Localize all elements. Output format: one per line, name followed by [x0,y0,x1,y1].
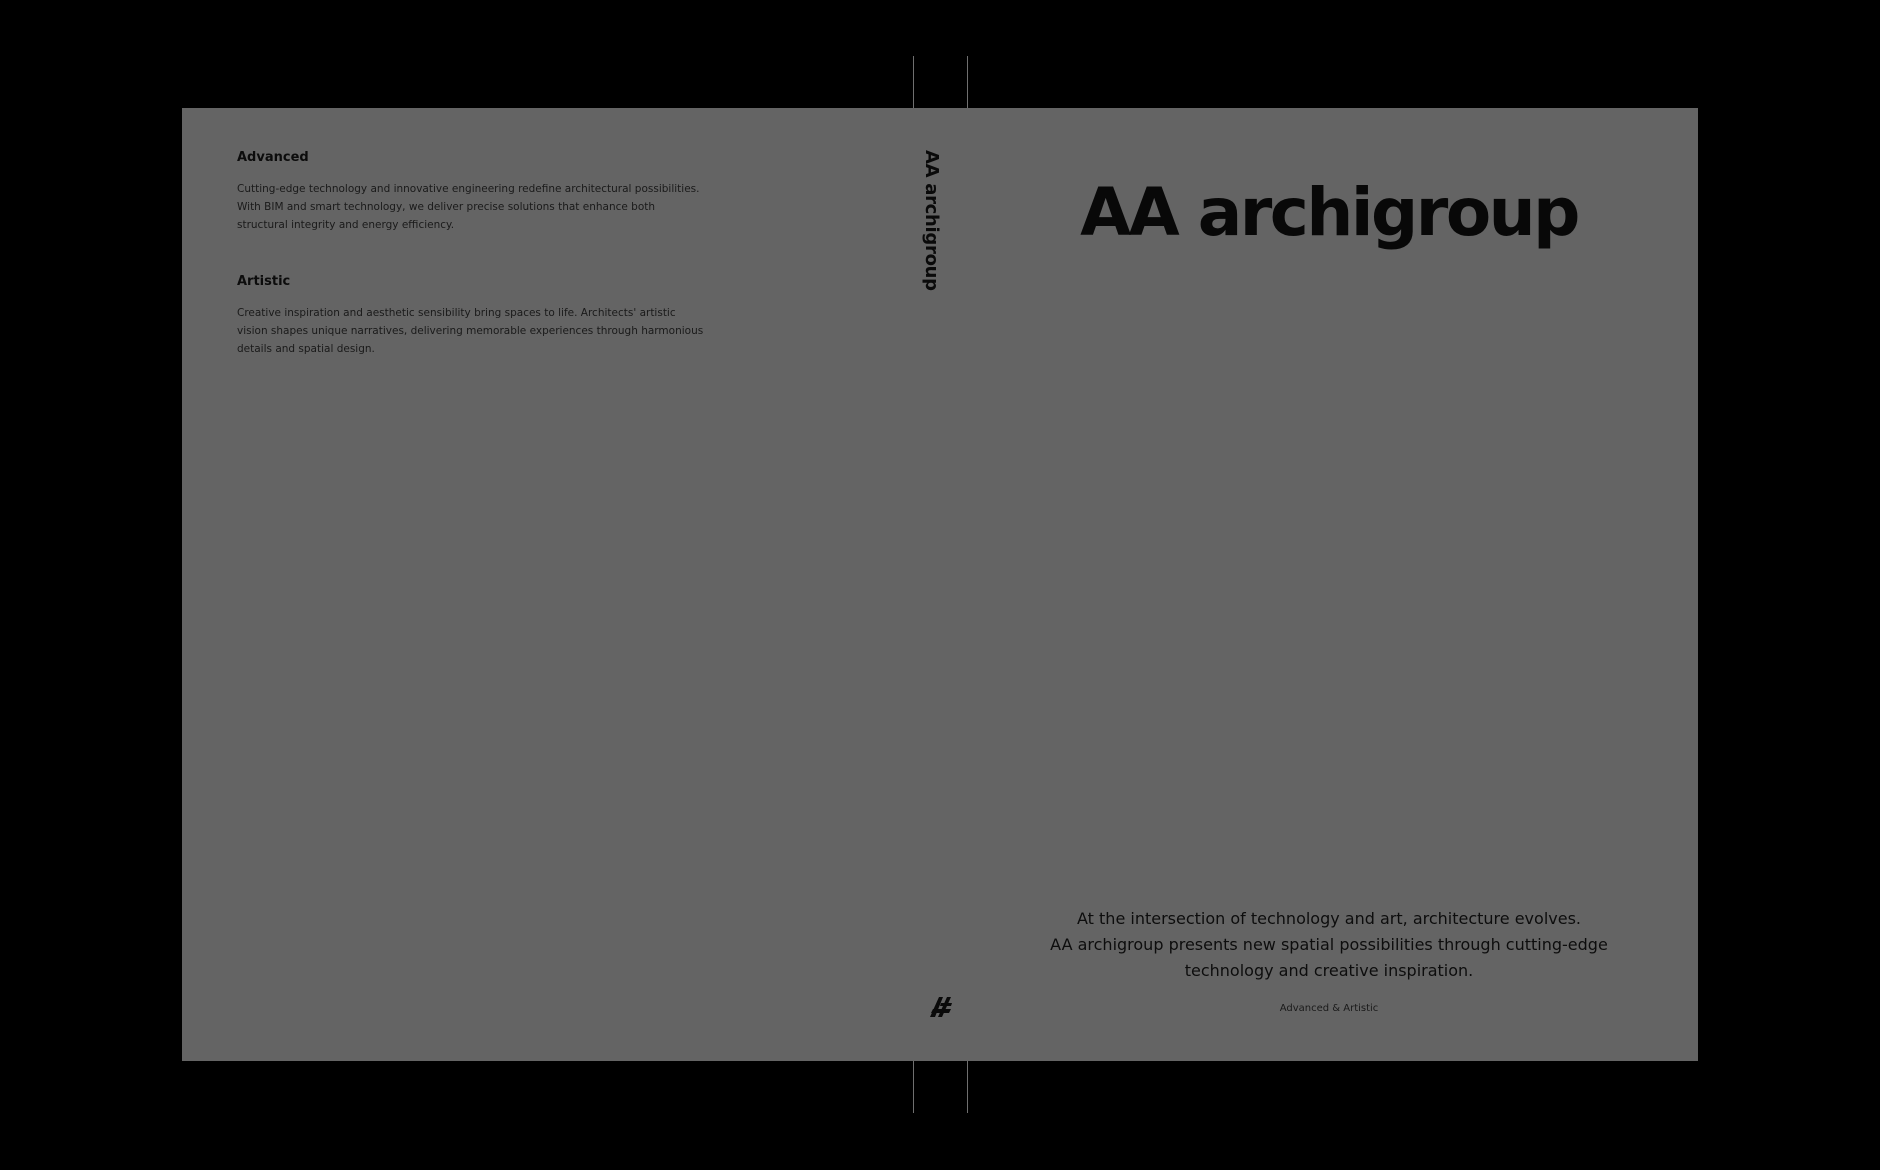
section-artistic [237,274,707,358]
section-body: Creative inspiration and aesthetic sensibility bring spaces to life. Architects' artistic vision shapes unique narratives, delivering memorable experiences through harmonious details and spatial design. [237,307,704,355]
tagline-line: technology and creative inspiration. [1184,961,1474,980]
crop-mark-spine-right-top [967,56,968,108]
tagline-line: AA archigroup presents new spatial possibilities through cutting-edge [1050,935,1608,954]
front-cover [968,108,1698,1061]
section-heading: Artistic [237,274,291,289]
tagline-line: At the intersection of technology and art, architecture evolves. [1077,909,1581,928]
back-cover [182,108,913,1061]
front-title: AA archigroup [1080,174,1578,251]
crop-mark-spine-left-bottom [913,1061,914,1113]
front-footer: Advanced & Artistic [1279,1003,1379,1014]
section-body: Cutting-edge technology and innovative engineering redefine architectural possibilities. With BIM and smart technology, we deliver precise solutions that enhance both structural integrity and energy efficiency. [237,183,700,231]
section-heading: Advanced [237,150,309,165]
crop-mark-spine-left-top [913,56,914,108]
aa-monogram-icon [929,996,953,1018]
spine-title: AA archigroup [921,150,942,291]
crop-mark-spine-right-bottom [967,1061,968,1113]
section-advanced [237,150,707,234]
book-spine [913,108,968,1061]
front-tagline [988,906,1670,984]
